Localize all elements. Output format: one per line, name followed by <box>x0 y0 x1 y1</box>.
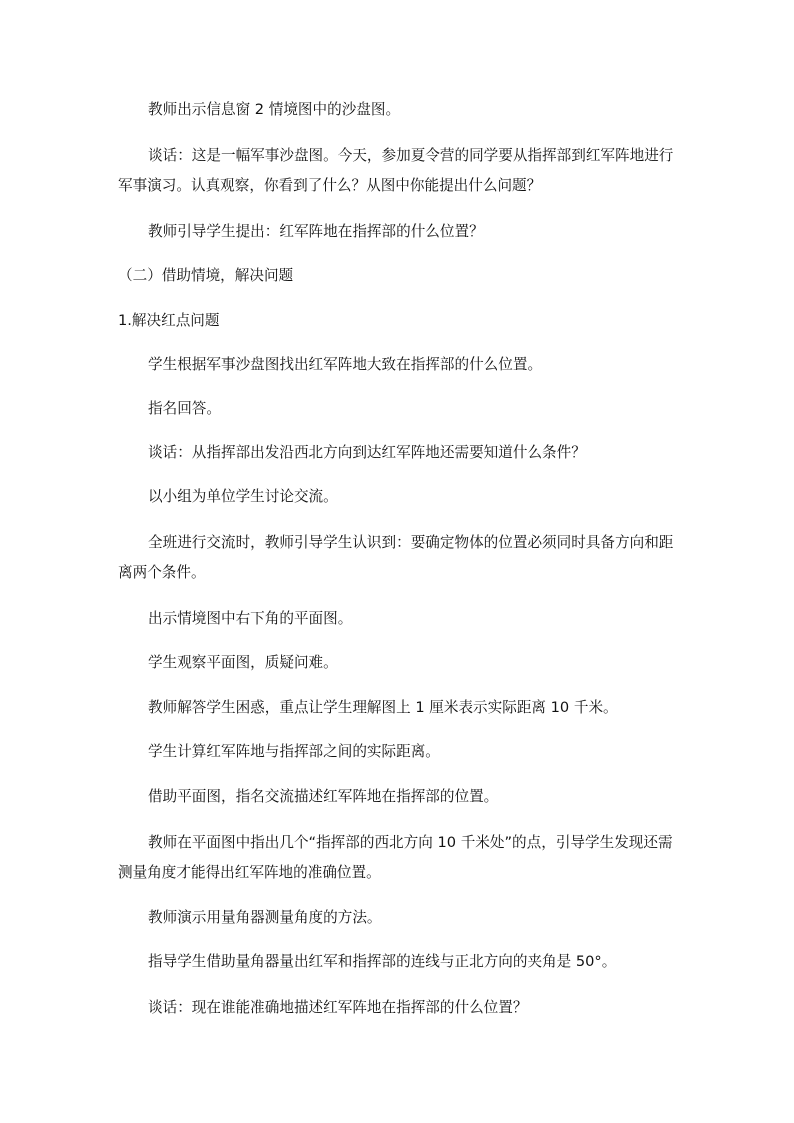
paragraph-need-angle: 教师在平面图中指出几个“指挥部的西北方向 10 千米处”的点，引导学生发现还需测量角度才能得出红军阵地的准确位置。 <box>118 834 673 881</box>
paragraph-teacher-guides-question: 教师引导学生提出：红军阵地在指挥部的什么位置？ <box>148 223 484 240</box>
paragraph-class-exchange: 全班进行交流时，教师引导学生认识到：要确定物体的位置必须同时具备方向和距离两个条件。 <box>118 534 674 581</box>
paragraph-calculate-distance: 学生计算红军阵地与指挥部之间的实际距离。 <box>148 743 440 760</box>
subsection-heading-1: 1.解决红点问题 <box>118 312 220 329</box>
paragraph-talk-conditions: 谈话：从指挥部出发沿西北方向到达红军阵地还需要知道什么条件？ <box>148 444 586 461</box>
paragraph-describe-position: 借助平面图，指名交流描述红军阵地在指挥部的位置。 <box>148 788 499 805</box>
paragraph-teacher-shows-sandtable: 教师出示信息窗 2 情境图中的沙盘图。 <box>148 101 401 118</box>
paragraph-students-find-position: 学生根据军事沙盘图找出红军阵地大致在指挥部的什么位置。 <box>148 356 543 373</box>
paragraph-scale-explanation: 教师解答学生困惑，重点让学生理解图上 1 厘米表示实际距离 10 千米。 <box>148 699 618 716</box>
paragraph-observe-plan-map: 学生观察平面图，质疑问难。 <box>148 654 338 671</box>
paragraph-talk-military-exercise: 谈话：这是一幅军事沙盘图。今天，参加夏令营的同学要从指挥部到红军阵地进行军事演习。认真观察，你看到了什么？从图中你能提出什么问题？ <box>118 147 674 194</box>
paragraph-talk-describe-accurately: 谈话：现在谁能准确地描述红军阵地在指挥部的什么位置？ <box>148 999 528 1016</box>
paragraph-measure-angle: 指导学生借助量角器量出红军和指挥部的连线与正北方向的夹角是 50°。 <box>148 953 617 970</box>
paragraph-show-plan-map: 出示情境图中右下角的平面图。 <box>148 610 353 627</box>
paragraph-name-answer: 指名回答。 <box>148 400 221 417</box>
paragraph-protractor-demo: 教师演示用量角器测量角度的方法。 <box>148 909 382 926</box>
paragraph-group-discussion: 以小组为单位学生讨论交流。 <box>148 488 338 505</box>
section-heading-two: （二）借助情境，解决问题 <box>118 267 294 284</box>
